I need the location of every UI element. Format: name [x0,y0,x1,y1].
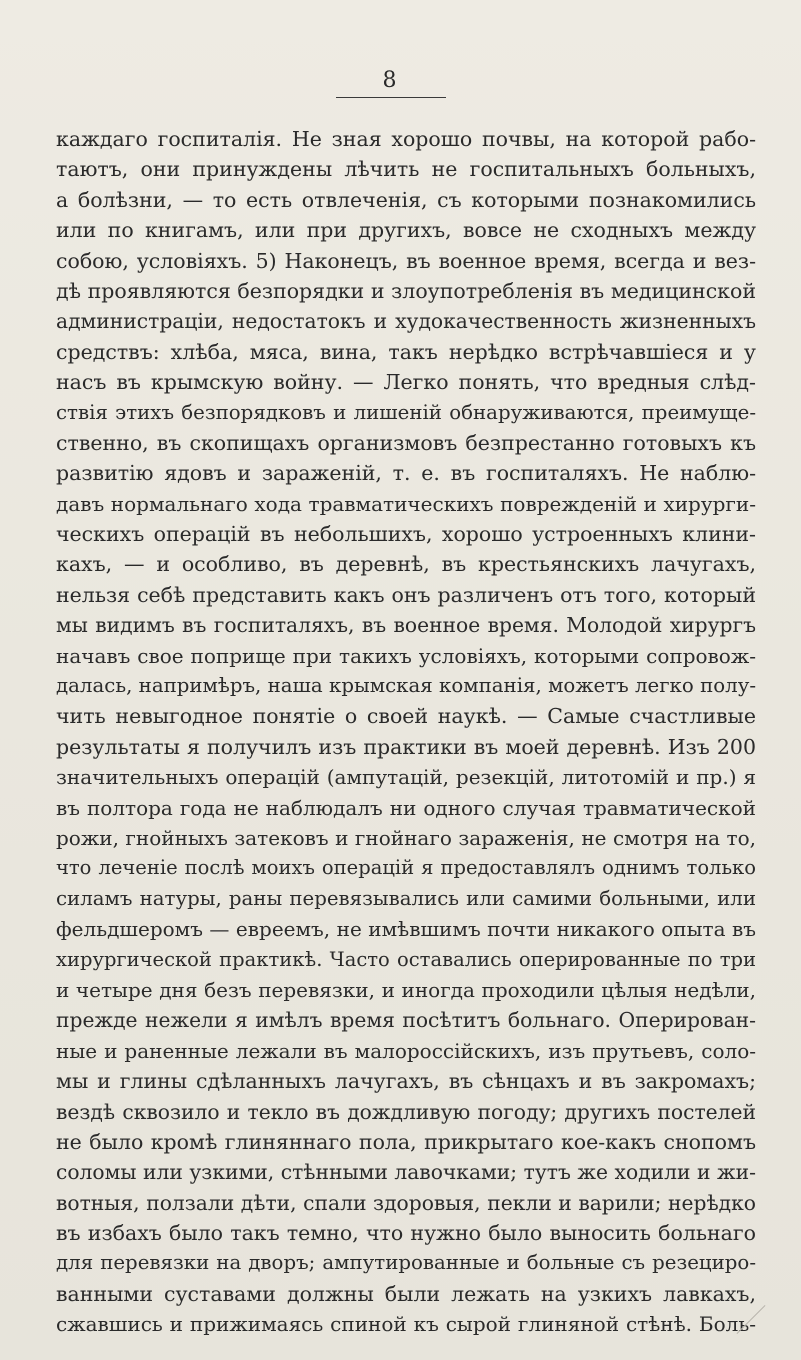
page-number: 8 [382,68,398,93]
text-line: прежде нежели я имѣлъ время посѣтитъ больнаго. Оперирован- [56,1008,756,1033]
body-text [56,124,756,1340]
text-line: насъ въ крымскую войну. — Легко понять, что вредныя слѣд- [56,370,756,395]
text-line: хирургической практикѣ. Часто оставались оперированные по три [56,947,756,971]
text-line: ствія этихъ безпорядковъ и лишеній обнаруживаются, преимуще- [56,400,756,424]
text-line: что леченіе послѣ моихъ операцій я предоставлялъ однимъ только [56,856,756,880]
text-line: средствъ: хлѣба, мяса, вина, такъ нерѣдко встрѣчавшіеся и у [56,339,756,364]
text-line: мы и глины сдѣланныхъ лачугахъ, въ сѣнцахъ и въ закромахъ; [56,1069,756,1094]
text-line: или по книгамъ, или при другихъ, вовсе не сходныхъ между [56,218,756,243]
text-line: значительныхъ операцій (ампутацій, резекцій, литотомій и пр.) я [56,765,756,790]
text-line: дѣ проявляются безпорядки и злоупотребленія въ медицинской [56,278,756,303]
text-line: вотныя, ползали дѣти, спали здоровыя, пекли и варили; нерѣдко [56,1190,756,1215]
text-line: для перевязки на дворъ; ампутированные и больные съ резециро- [56,1251,756,1275]
text-line: чить невыгодное понятіе о своей наукѣ. — Самые счастливые [56,704,756,729]
text-line: мы видимъ въ госпиталяхъ, въ военное время. Молодой хирургъ [56,613,756,638]
text-line: не было кромѣ глиняннаго пола, прикрытаго кое-какъ снопомъ [56,1129,756,1154]
text-line: начавъ свое поприще при такихъ условіяхъ, которыми сопровож- [56,643,756,668]
text-line: въ полтора года не наблюдалъ ни одного случая травматической [56,795,756,820]
text-line: соломы или узкими, стѣнными лавочками; тутъ же ходили и жи- [56,1160,756,1185]
text-line: рожи, гнойныхъ затековъ и гнойнаго зараженія, не смотря на то, [56,825,756,850]
text-line: а болѣзни, — то есть отвлеченія, съ которыми познакомились [56,187,756,212]
text-line: силамъ натуры, раны перевязывались или самими больными, или [56,886,756,910]
text-line: давъ нормальнаго хода травматическихъ поврежденій и хирурги- [56,491,756,516]
text-line: и четыре дня безъ перевязки, и иногда проходили цѣлыя недѣли, [56,977,756,1002]
text-line: ванными суставами должны были лежать на узкихъ лавкахъ, [56,1281,756,1306]
text-line: таютъ, они принуждены лѣчить не госпитальныхъ больныхъ, [56,157,756,182]
text-line: собою, условіяхъ. 5) Наконецъ, въ военное время, всегда и вез- [56,248,756,273]
text-line: ческихъ операцій въ небольшихъ, хорошо устроенныхъ клини- [56,522,756,547]
text-line: администраціи, недостатокъ и худокачественность жизненныхъ [56,309,756,334]
text-line: результаты я получилъ изъ практики въ моей деревнѣ. Изъ 200 [56,734,756,759]
text-line: каждаго госпиталія. Не зная хорошо почвы, на которой рабо- [56,127,756,151]
text-line: ственно, въ скопищахъ организмовъ безпрестанно готовыхъ къ [56,430,756,455]
text-line: фельдшеромъ — евреемъ, не имѣвшимъ почти никакого опыта въ [56,917,756,942]
text-line: сжавшись и прижимаясь спиной къ сырой глиняной стѣнѣ. Боль- [56,1312,756,1337]
text-line: развитію ядовъ и зараженій, т. е. въ госпиталяхъ. Не наблю- [56,461,756,486]
text-line: нельзя себѣ представить какъ онъ различенъ отъ того, который [56,582,756,607]
text-line: далась, напримѣръ, наша крымская компанія, можетъ легко полу- [56,674,756,698]
text-line: въ избахъ было такъ темно, что нужно было выносить больнаго [56,1221,756,1246]
text-line: вездѣ сквозило и текло въ дождливую погоду; другихъ постелей [56,1099,756,1124]
text-line: ные и раненные лежали въ малороссійскихъ, изъ прутьевъ, соло- [56,1038,756,1063]
text-line: кахъ, — и особливо, въ деревнѣ, въ крестьянскихъ лачугахъ, [56,552,756,577]
page-number-underline [336,97,446,98]
